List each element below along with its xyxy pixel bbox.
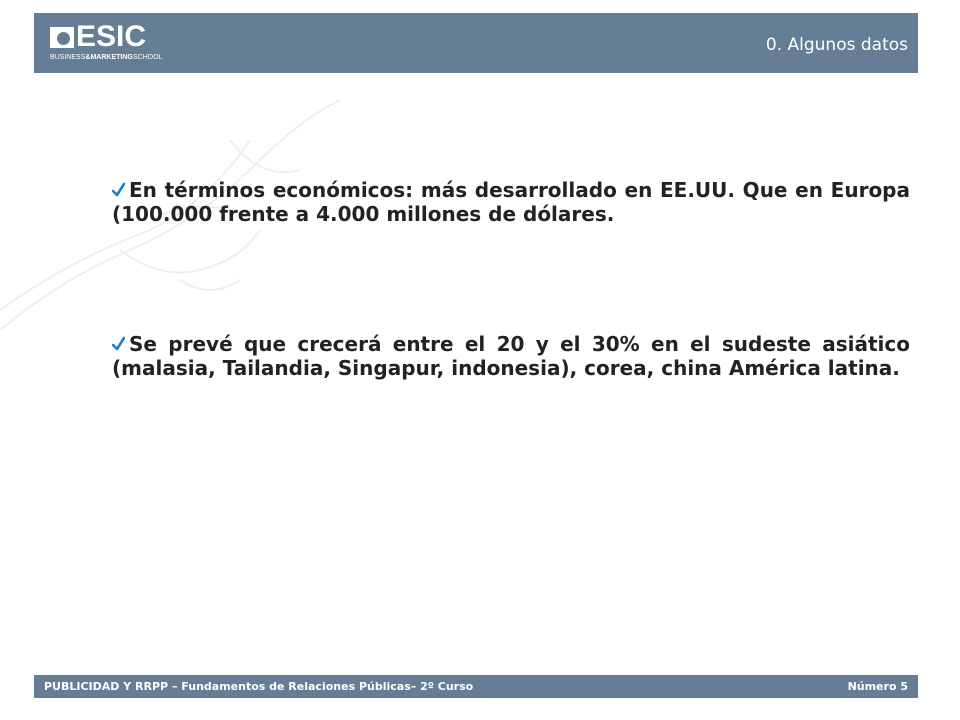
header-bar <box>34 13 918 73</box>
slide-body <box>112 178 910 380</box>
logo-seal-icon <box>50 27 74 48</box>
section-title: 0. Algunos datos <box>765 35 908 55</box>
course-label: PUBLICIDAD Y RRPP – Fundamentos de Relaciones Públicas– 2º Curso <box>44 680 474 693</box>
checkmark-icon <box>112 182 125 198</box>
logo-wordmark: ESIC <box>76 20 147 53</box>
bullet-text: En términos económicos: más desarrollado en EE.UU. Que en Europa (100.000 frente a 4.000 millones de dólares. <box>112 178 910 226</box>
bullet-item <box>112 332 910 380</box>
esic-logo <box>50 20 163 65</box>
checkmark-icon <box>112 336 125 352</box>
footer-bar <box>34 675 918 698</box>
page-number: Número 5 <box>847 680 908 693</box>
bullet-item <box>112 178 910 226</box>
bullet-text: Se prevé que crecerá entre el 20 y el 30% en el sudeste asiático (malasia, Tailandia, Singapur, indonesia), corea, china América latina. <box>112 332 910 380</box>
logo-subtitle: BUSINESS&MARKETINGSCHOOL <box>50 54 163 61</box>
